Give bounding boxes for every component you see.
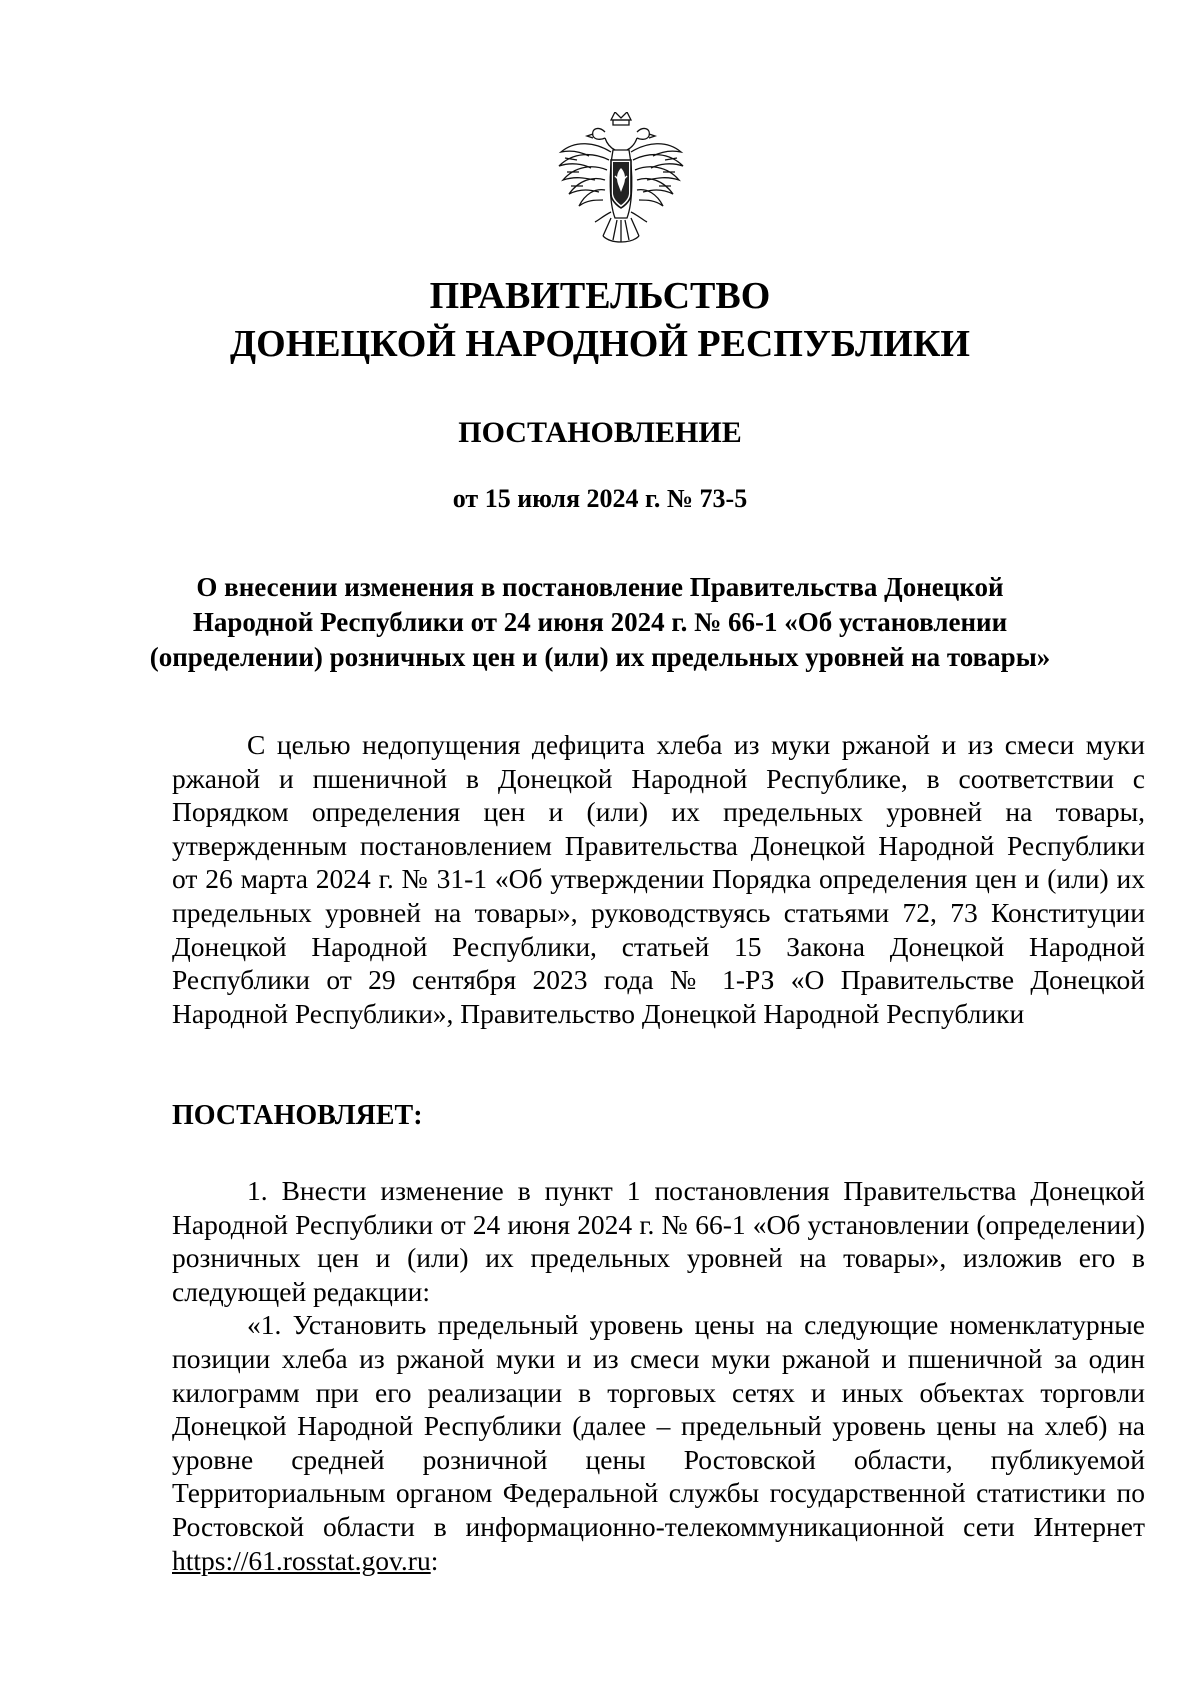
preamble-section [172,728,1145,1030]
decree-subject-line3: (определении) розничных цен и (или) их предельных уровней на товары» [149,642,1051,672]
government-name-line2: ДОНЕЦКОЙ НАРОДНОЙ РЕСПУБЛИКИ [230,323,970,365]
preamble-paragraph: С целью недопущения дефицита хлеба из муки ржаной и из смеси муки ржаной и пшеничной в Донецкой Народной Республике, в соответствии с Порядком определения цен и (или) их предельных уровней на товары, утвержденным постановлением Правительства Донецкой Народной Республики от 26 марта 2024 г. № 31-1 «Об утверждении Порядка определения цен и (или) их предельных уровней на товары», руководствуясь статьями 72, 73 Конституции Донецкой Народной Республики, статьей 15 Закона Донецкой Народной Республики от 29 сентября 2023 года № 1-РЗ «О Правительстве Донецкой Народной Республики», Правительство Донецкой Народной Республики [172,729,1145,1029]
government-name-line1: ПРАВИТЕЛЬСТВО [429,275,771,317]
quoted-item-paragraph [172,1308,1145,1577]
quoted-item-text: «1. Установить предельный уровень цены на следующие номенклатурные позиции хлеба из ржаной муки и из смеси муки ржаной и пшеничной за один килограмм при его реализации в торговых сетях и иных объектах торговли Донецкой Народной Республики (далее – предельный уровень цены на хлеб) на уровне средней розничной цены Ростовской области, публикуемой Территориальным органом Федеральной службы государственной статистики по Ростовской области в информационно-телекоммуникационной сети Интернет [172,1309,1145,1542]
item-1-paragraph: 1. Внести изменение в пункт 1 постановления Правительства Донецкой Народной Республики от 24 июня 2024 г. № 66-1 «Об установлении (определении) розничных цен и (или) их предельных уровней на товары», изложив его в следующей редакции: [172,1175,1145,1307]
decree-subject [0,570,1200,675]
rosstat-link[interactable]: https://61.rosstat.gov.ru [172,1544,431,1576]
decree-subject-line1: О внесении изменения в постановление Правительства Донецкой [196,572,1004,602]
decree-subject-line2: Народной Республики от 24 июня 2024 г. № 66-1 «Об установлении [192,607,1008,637]
resolution-items [172,1174,1145,1577]
quoted-item-colon: : [430,1544,439,1576]
coat-of-arms-emblem [555,112,687,252]
dpr-coat-of-arms-icon [555,112,687,252]
resolves-heading: ПОСТАНОВЛЯЕТ: [172,1100,423,1131]
decree-date: от 15 июля 2024 г. № 73-5 [452,484,748,513]
decree-type-heading: ПОСТАНОВЛЕНИЕ [458,416,742,449]
government-name [0,272,1200,368]
